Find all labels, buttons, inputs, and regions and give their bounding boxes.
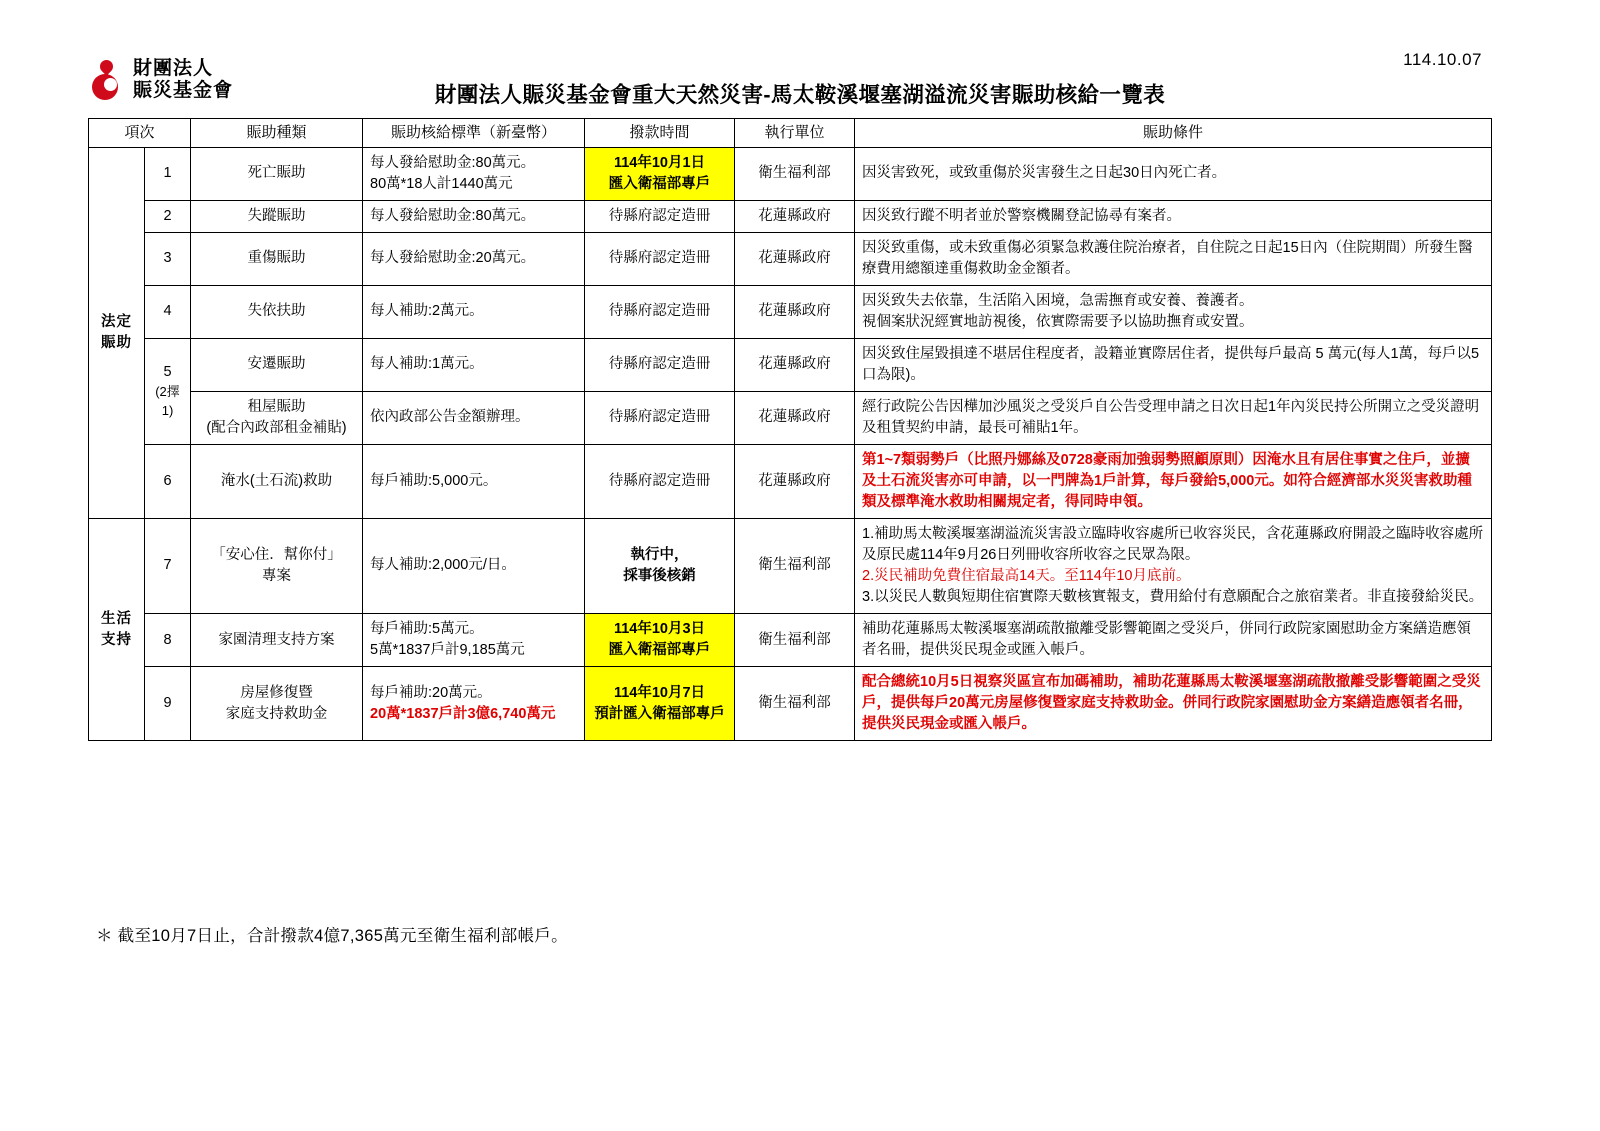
relief-standard [363,667,585,741]
footnote: ＊ 截至10月7日止，合計撥款4億7,365萬元至衛生福利部帳戶。 [96,927,568,945]
table-row [89,667,1492,741]
payment-time-line-2: 匯入衛福部專戶 [608,642,711,659]
table-row [89,338,1492,391]
standard-line-1: 每戶補助:20萬元。 [370,684,492,701]
relief-condition: 因災致重傷，或未致重傷必須緊急救護住院治療者，自住院之日起15日內（住院期間）所發生醫療費用總額達重傷救助金金額者。 [855,232,1492,285]
row-number: 2 [145,200,191,232]
payment-time [585,614,735,667]
executing-unit: 衛生福利部 [735,667,855,741]
table-row [89,518,1492,613]
row-number-note: (2擇1) [155,384,180,418]
table-row [89,232,1492,285]
row-number: 3 [145,232,191,285]
payment-time [585,147,735,200]
relief-standard: 每人發給慰助金:20萬元。 [363,232,585,285]
row-number: 1 [145,147,191,200]
relief-kind: 失依扶助 [191,285,363,338]
table-row [89,285,1492,338]
executing-unit: 花蓮縣政府 [735,391,855,444]
logo-text-line2: 賑災基金會 [133,79,234,101]
relief-kind-line-2: 家庭支持救助金 [225,705,328,722]
list-item: 1.補助馬太鞍溪堰塞湖溢流災害設立臨時收容處所已收容災民，含花蓮縣政府開設之臨時收容處所及原民處114年9月26日列冊收容所收容之民眾為限。 [862,525,1484,563]
table-row [89,444,1492,518]
relief-standard [363,147,585,200]
executing-unit: 花蓮縣政府 [735,200,855,232]
condition-list [862,524,1484,608]
row-number-value: 5 [163,364,172,381]
row-number [145,338,191,444]
relief-standard: 每人補助:1萬元。 [363,338,585,391]
payment-time-line-1: 114年10月7日 [613,684,706,701]
executing-unit: 花蓮縣政府 [735,444,855,518]
executing-unit: 花蓮縣政府 [735,232,855,285]
payment-time [585,667,735,741]
relief-kind: 家園清理支持方案 [191,614,363,667]
relief-kind: 淹水(土石流)救助 [191,444,363,518]
relief-kind: 安遷賑助 [191,338,363,391]
relief-standard: 每戶補助:5,000元。 [363,444,585,518]
table-row [89,200,1492,232]
list-item: 3.以災民人數與短期住宿實際天數核實報支，費用給付有意願配合之旅宿業者。非直接發給災民。 [862,589,1484,606]
standard-line-2: 20萬*1837戶計3億6,740萬元 [370,705,556,722]
relief-kind [191,391,363,444]
relief-kind-line-1: 房屋修復暨 [240,684,313,701]
relief-kind-line-1: 租屋賑助 [247,398,306,415]
logo-text-line1: 財團法人 [133,58,214,79]
relief-standard: 每人發給慰助金:80萬元。 [363,200,585,232]
table-row [89,614,1492,667]
standard-line-2: 80萬*18人計1440萬元 [370,175,513,192]
row-number: 9 [145,667,191,741]
payment-time: 待縣府認定造冊 [585,338,735,391]
relief-condition [855,285,1492,338]
list-item: 2.災民補助免費住宿最高14天。至114年10月底前。 [862,568,1191,584]
row-number: 4 [145,285,191,338]
row-number: 7 [145,518,191,613]
column-header-item: 項次 [89,119,191,148]
relief-standard: 每人補助:2,000元/日。 [363,518,585,613]
column-header-kind: 賑助種類 [191,119,363,148]
executing-unit: 衛生福利部 [735,518,855,613]
group-label-statutory: 法定賑助 [89,147,145,518]
page-title: 財團法人賑災基金會重大天然災害-馬太鞍溪堰塞湖溢流災害賑助核給一覽表 [434,83,1166,107]
column-header-standard: 賑助核給標準（新臺幣） [363,119,585,148]
relief-kind-line-1: 「安心住．幫你付」 [211,546,342,563]
relief-condition: 第1~7類弱勢戶（比照丹娜絲及0728豪雨加強弱勢照顧原則）因淹水且有居住事實之住戶，並擴及土石流災害亦可申請，以一門牌為1戶計算，每戶發給5,000元。如符合經濟部水災災害救助種類及標準淹水救助相關規定者，得同時申領。 [855,444,1492,518]
document-date: 114.10.07 [1403,50,1482,69]
relief-standard [363,614,585,667]
relief-kind-line-2: (配合內政部租金補貼) [206,419,347,436]
payment-time: 待縣府認定造冊 [585,444,735,518]
relief-table [88,118,1492,741]
relief-kind-line-2: 專案 [262,568,292,584]
payment-time-line-2: 預計匯入衛福部專戶 [594,705,725,722]
payment-time: 待縣府認定造冊 [585,232,735,285]
relief-kind [191,518,363,613]
table-header-row [89,119,1492,148]
executing-unit: 花蓮縣政府 [735,338,855,391]
relief-kind: 死亡賑助 [191,147,363,200]
executing-unit: 衛生福利部 [735,147,855,200]
standard-line-1: 每人發給慰助金:80萬元。 [370,154,536,171]
row-number: 6 [145,444,191,518]
payment-time [585,518,735,613]
standard-line-1: 每戶補助:5萬元。 [370,621,484,638]
relief-condition [855,518,1492,613]
payment-time: 待縣府認定造冊 [585,285,735,338]
payment-time-line-2: 採事後核銷 [623,568,696,584]
executing-unit: 花蓮縣政府 [735,285,855,338]
condition-line-1: 因災致失去依靠，生活陷入困境，急需撫育或安養、養護者。 [862,292,1254,309]
payment-time: 待縣府認定造冊 [585,391,735,444]
table-row [89,147,1492,200]
relief-kind: 失蹤賑助 [191,200,363,232]
payment-time-line-1: 114年10月1日 [613,154,706,171]
relief-condition: 因災害致死，或致重傷於災害發生之日起30日內死亡者。 [855,147,1492,200]
standard-line-2: 5萬*1837戶計9,185萬元 [370,642,525,659]
relief-kind: 重傷賑助 [191,232,363,285]
condition-line-2: 視個案狀況經實地訪視後，依實際需要予以協助撫育或安置。 [862,313,1254,330]
group-label-living-support: 生活支持 [89,518,145,740]
payment-time: 待縣府認定造冊 [585,200,735,232]
column-header-payment-time: 撥款時間 [585,119,735,148]
relief-condition: 配合總統10月5日視察災區宣布加碼補助，補助花蓮縣馬太鞍溪堰塞湖疏散撤離受影響範圍之受災戶，提供每戶20萬元房屋修復暨家庭支持救助金。併同行政院家園慰助金方案繕造應領者名冊，提供災民現金或匯入帳戶。 [855,667,1492,741]
row-number: 8 [145,614,191,667]
table-row [89,391,1492,444]
relief-condition: 補助花蓮縣馬太鞍溪堰塞湖疏散撤離受影響範圍之受災戶，併同行政院家園慰助金方案繕造應領者名冊，提供災民現金或匯入帳戶。 [855,614,1492,667]
payment-time-line-1: 執行中， [630,546,689,563]
column-header-unit: 執行單位 [735,119,855,148]
relief-kind [191,667,363,741]
column-header-condition: 賑助條件 [855,119,1492,148]
executing-unit: 衛生福利部 [735,614,855,667]
payment-time-line-1: 114年10月3日 [613,621,706,638]
payment-time-line-2: 匯入衛福部專戶 [608,175,711,192]
relief-condition: 經行政院公告因樺加沙風災之受災戶自公告受理申請之日次日起1年內災民持公所開立之受災證明及租賃契約申請，最長可補貼1年。 [855,391,1492,444]
relief-standard: 每人補助:2萬元。 [363,285,585,338]
relief-condition: 因災致行蹤不明者並於警察機關登記協尋有案者。 [855,200,1492,232]
relief-standard: 依內政部公告金額辦理。 [363,391,585,444]
relief-condition: 因災致住屋毀損達不堪居住程度者，設籍並實際居住者，提供每戶最高 5 萬元(每人1萬，每戶以5口為限)。 [855,338,1492,391]
